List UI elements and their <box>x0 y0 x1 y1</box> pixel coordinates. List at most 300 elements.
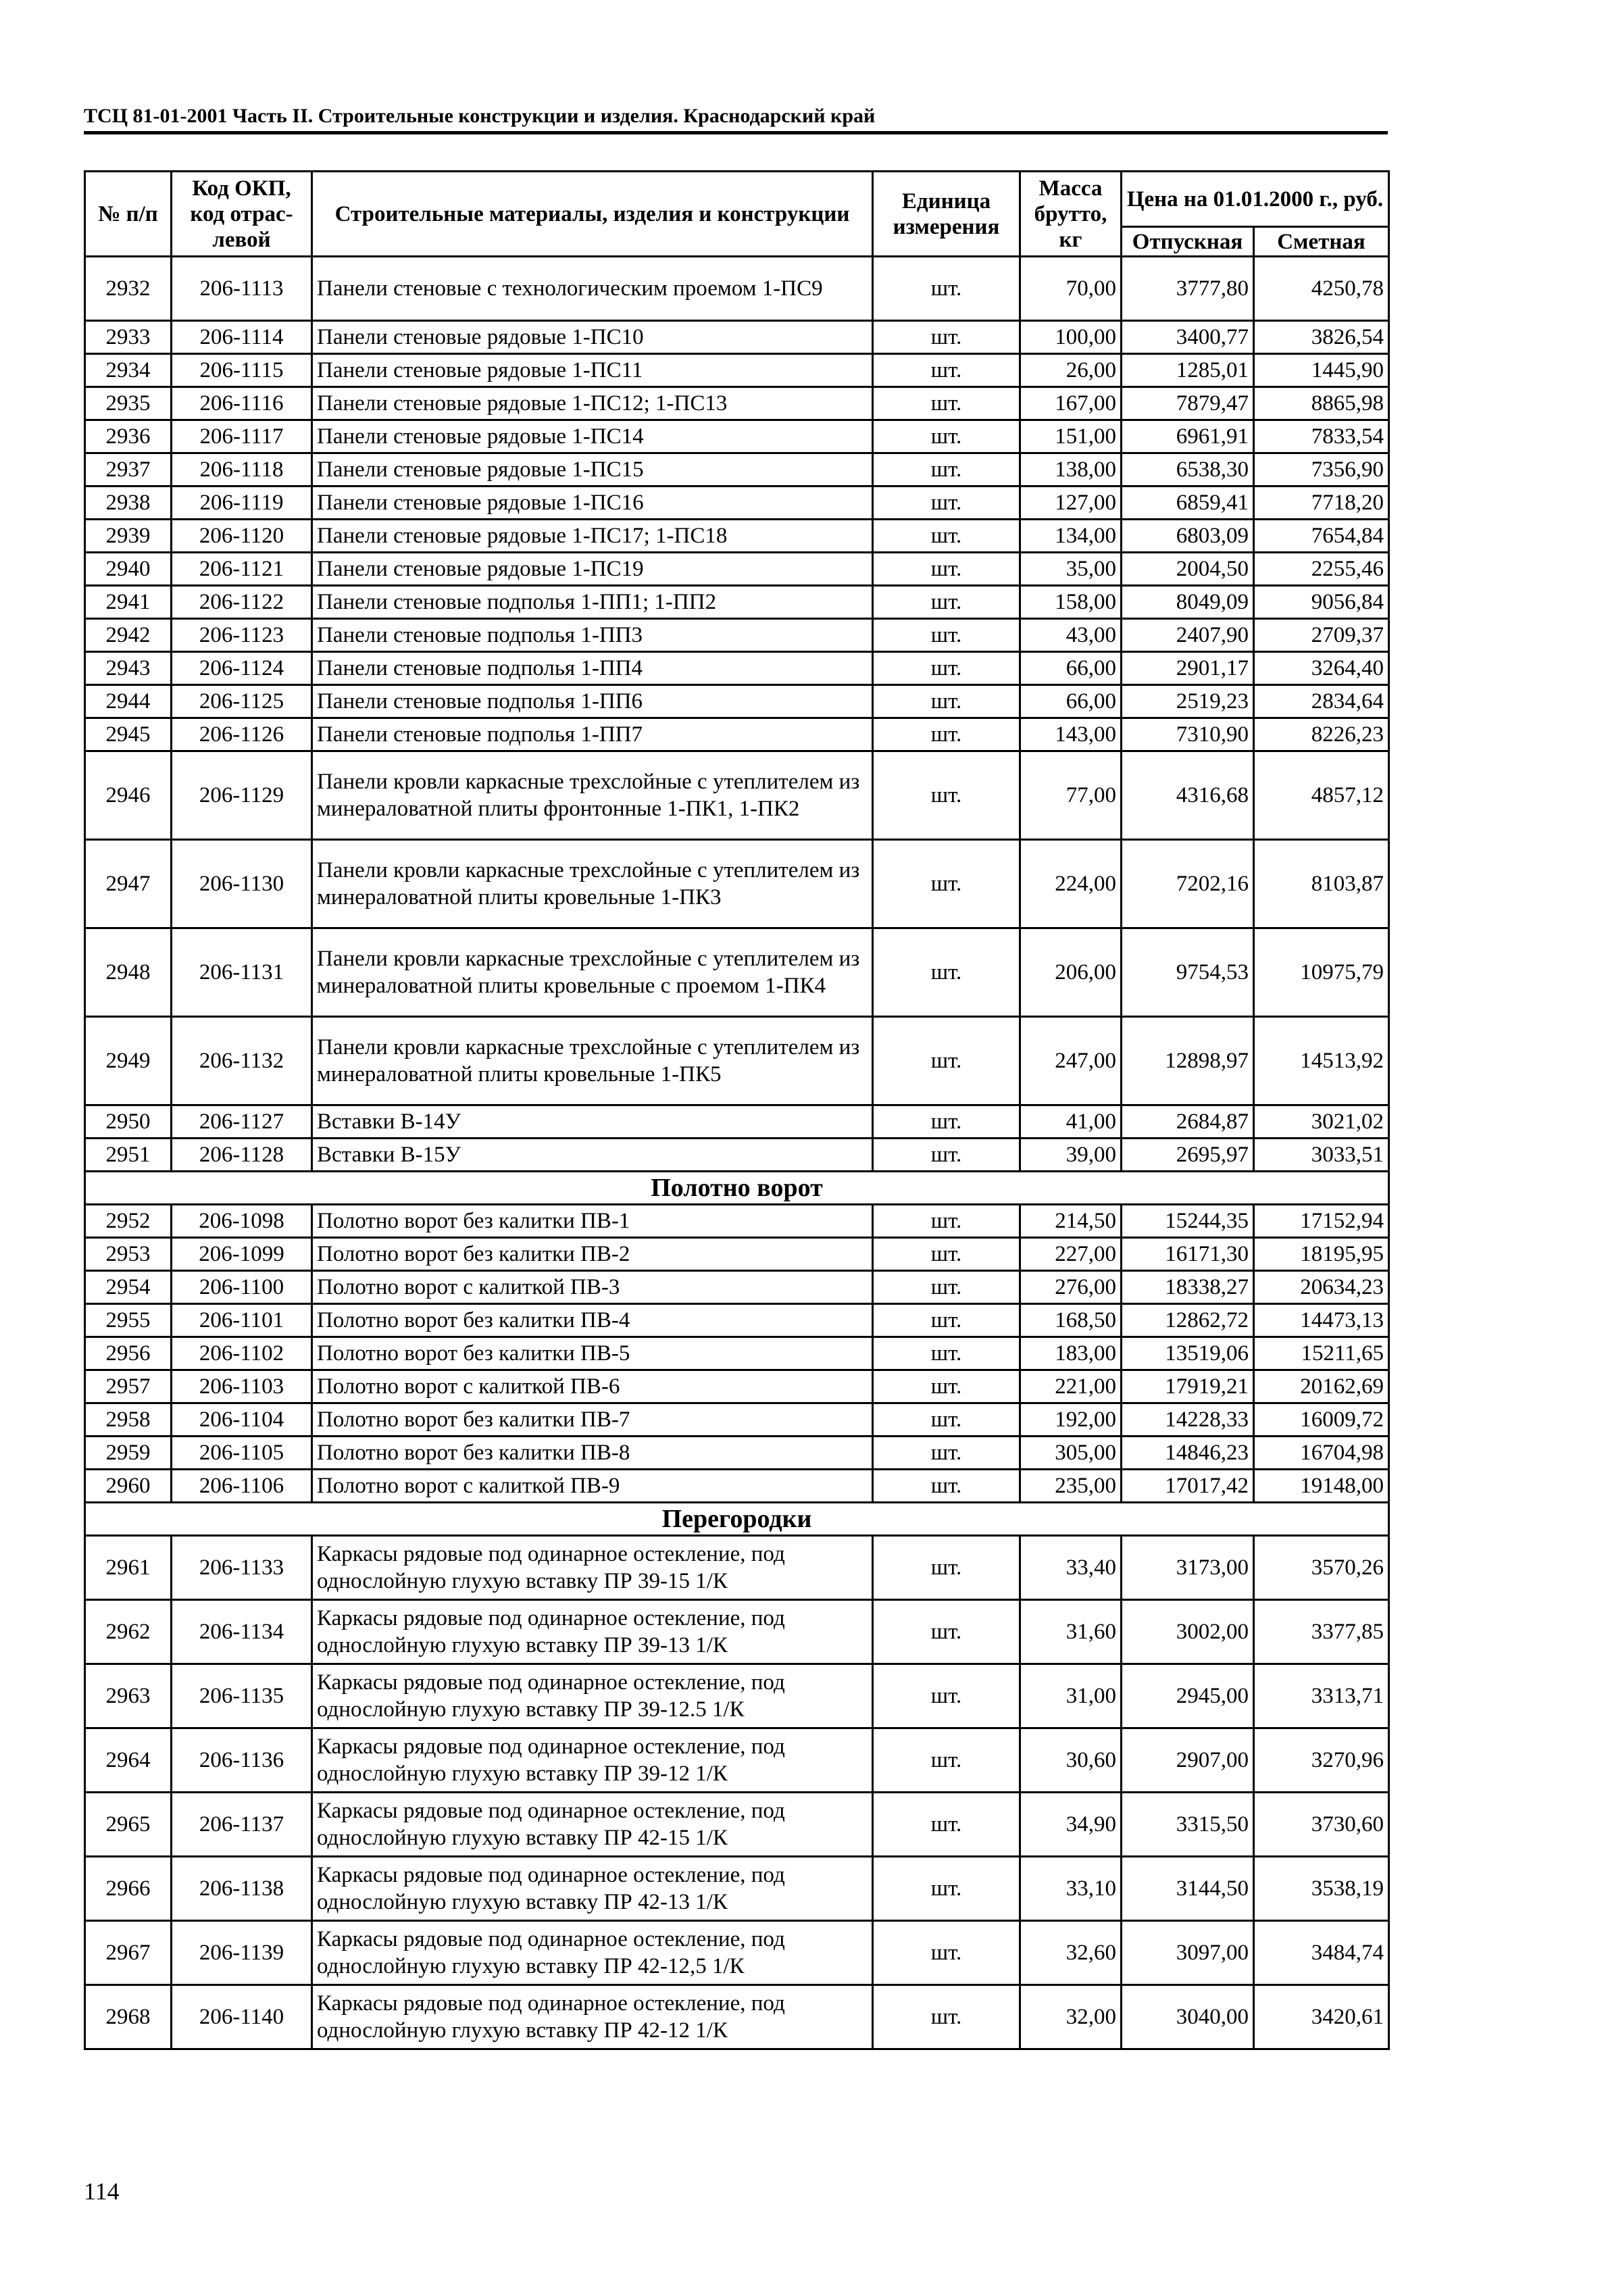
row-mass: 168,50 <box>1020 1304 1122 1337</box>
row-code: 206-1119 <box>172 486 312 520</box>
row-name: Панели стеновые рядовые 1-ПС11 <box>312 354 873 387</box>
table-row <box>85 553 1389 586</box>
row-release-price: 6538,30 <box>1122 453 1254 486</box>
row-mass: 41,00 <box>1020 1105 1122 1139</box>
row-mass: 134,00 <box>1020 520 1122 553</box>
row-unit: шт. <box>873 1139 1020 1172</box>
page-number: 114 <box>84 2178 120 2205</box>
row-estimate-price: 2709,37 <box>1254 619 1389 652</box>
row-release-price: 12862,72 <box>1122 1304 1254 1337</box>
row-estimate-price: 8226,23 <box>1254 718 1389 751</box>
table-row <box>85 1304 1389 1337</box>
table-row <box>85 1437 1389 1470</box>
table-row <box>85 685 1389 718</box>
row-number: 2945 <box>85 718 172 751</box>
row-name: Панели кровли каркасные трехслойные с утеплителем из минераловатной плиты кровельные с проемом 1-ПК4 <box>312 928 873 1017</box>
row-mass: 32,60 <box>1020 1921 1122 1985</box>
row-code: 206-1135 <box>172 1664 312 1728</box>
row-code: 206-1113 <box>172 257 312 321</box>
row-mass: 206,00 <box>1020 928 1122 1017</box>
row-name: Панели стеновые подполья 1-ПП7 <box>312 718 873 751</box>
table-row <box>85 1271 1389 1304</box>
row-estimate-price: 15211,65 <box>1254 1337 1389 1370</box>
table-row <box>85 387 1389 420</box>
row-number: 2968 <box>85 1985 172 2049</box>
section-header-partitions <box>85 1503 1389 1536</box>
row-estimate-price: 17152,94 <box>1254 1205 1389 1238</box>
row-release-price: 3777,80 <box>1122 257 1254 321</box>
row-estimate-price: 14473,13 <box>1254 1304 1389 1337</box>
row-unit: шт. <box>873 453 1020 486</box>
row-release-price: 7879,47 <box>1122 387 1254 420</box>
row-code: 206-1127 <box>172 1105 312 1139</box>
row-estimate-price: 3730,60 <box>1254 1793 1389 1857</box>
row-release-price: 3040,00 <box>1122 1985 1254 2049</box>
row-name: Панели стеновые рядовые 1-ПС19 <box>312 553 873 586</box>
row-name: Панели стеновые рядовые 1-ПС15 <box>312 453 873 486</box>
row-name: Каркасы рядовые под одинарное остекление, под однослойную глухую вставку ПР 39-13 1/К <box>312 1600 873 1664</box>
row-estimate-price: 10975,79 <box>1254 928 1389 1017</box>
row-mass: 151,00 <box>1020 420 1122 453</box>
row-release-price: 3097,00 <box>1122 1921 1254 1985</box>
row-code: 206-1140 <box>172 1985 312 2049</box>
row-release-price: 7202,16 <box>1122 840 1254 928</box>
row-estimate-price: 20634,23 <box>1254 1271 1389 1304</box>
section-title: Полотно ворот <box>85 1172 1389 1205</box>
row-release-price: 9754,53 <box>1122 928 1254 1017</box>
col-header-release: Отпускная <box>1122 227 1254 257</box>
row-estimate-price: 3570,26 <box>1254 1536 1389 1600</box>
table-row <box>85 718 1389 751</box>
row-code: 206-1114 <box>172 321 312 354</box>
row-mass: 167,00 <box>1020 387 1122 420</box>
row-estimate-price: 16009,72 <box>1254 1403 1389 1437</box>
row-name: Каркасы рядовые под одинарное остекление, под однослойную глухую вставку ПР 39-12 1/К <box>312 1728 873 1793</box>
table-row <box>85 1370 1389 1403</box>
row-release-price: 2684,87 <box>1122 1105 1254 1139</box>
table-row <box>85 928 1389 1017</box>
row-name: Панели стеновые рядовые 1-ПС16 <box>312 486 873 520</box>
table-row <box>85 1600 1389 1664</box>
row-release-price: 6803,09 <box>1122 520 1254 553</box>
row-number: 2936 <box>85 420 172 453</box>
section-header-gates <box>85 1172 1389 1205</box>
row-number: 2957 <box>85 1370 172 1403</box>
row-name: Полотно ворот без калитки ПВ-1 <box>312 1205 873 1238</box>
table-header <box>85 172 1389 257</box>
row-number: 2947 <box>85 840 172 928</box>
row-name: Вставки В-15У <box>312 1139 873 1172</box>
table-body <box>85 257 1389 2049</box>
row-number: 2942 <box>85 619 172 652</box>
row-name: Каркасы рядовые под одинарное остекление, под однослойную глухую вставку ПР 39-12.5 1/К <box>312 1664 873 1728</box>
row-name: Панели стеновые подполья 1-ПП3 <box>312 619 873 652</box>
row-number: 2941 <box>85 586 172 619</box>
row-unit: шт. <box>873 1017 1020 1105</box>
row-mass: 43,00 <box>1020 619 1122 652</box>
row-mass: 77,00 <box>1020 751 1122 840</box>
row-release-price: 14228,33 <box>1122 1403 1254 1437</box>
table-row <box>85 1205 1389 1238</box>
table-row <box>85 1664 1389 1728</box>
row-estimate-price: 3264,40 <box>1254 652 1389 685</box>
table-row <box>85 520 1389 553</box>
row-code: 206-1100 <box>172 1271 312 1304</box>
row-mass: 235,00 <box>1020 1470 1122 1503</box>
row-number: 2937 <box>85 453 172 486</box>
row-code: 206-1133 <box>172 1536 312 1600</box>
row-code: 206-1136 <box>172 1728 312 1793</box>
row-name: Панели кровли каркасные трехслойные с утеплителем из минераловатной плиты кровельные 1-ПК3 <box>312 840 873 928</box>
row-unit: шт. <box>873 1370 1020 1403</box>
row-mass: 276,00 <box>1020 1271 1122 1304</box>
price-table <box>84 170 1390 2050</box>
row-unit: шт. <box>873 257 1020 321</box>
row-name: Полотно ворот без калитки ПВ-7 <box>312 1403 873 1437</box>
row-estimate-price: 14513,92 <box>1254 1017 1389 1105</box>
col-header-num: № п/п <box>85 172 172 257</box>
table-row <box>85 1921 1389 1985</box>
row-unit: шт. <box>873 652 1020 685</box>
row-mass: 31,00 <box>1020 1664 1122 1728</box>
row-name: Каркасы рядовые под одинарное остекление, под однослойную глухую вставку ПР 39-15 1/К <box>312 1536 873 1600</box>
row-number: 2962 <box>85 1600 172 1664</box>
table-row <box>85 1337 1389 1370</box>
row-number: 2967 <box>85 1921 172 1985</box>
row-mass: 33,10 <box>1020 1857 1122 1921</box>
row-name: Вставки В-14У <box>312 1105 873 1139</box>
row-number: 2966 <box>85 1857 172 1921</box>
row-unit: шт. <box>873 387 1020 420</box>
row-mass: 70,00 <box>1020 257 1122 321</box>
row-name: Панели стеновые с технологическим проемом 1-ПС9 <box>312 257 873 321</box>
table-row <box>85 1793 1389 1857</box>
row-unit: шт. <box>873 1105 1020 1139</box>
table-row <box>85 1017 1389 1105</box>
row-name: Полотно ворот с калиткой ПВ-9 <box>312 1470 873 1503</box>
row-code: 206-1134 <box>172 1600 312 1664</box>
row-code: 206-1098 <box>172 1205 312 1238</box>
row-name: Панели стеновые рядовые 1-ПС17; 1-ПС18 <box>312 520 873 553</box>
row-mass: 66,00 <box>1020 652 1122 685</box>
row-code: 206-1120 <box>172 520 312 553</box>
row-number: 2951 <box>85 1139 172 1172</box>
row-mass: 138,00 <box>1020 453 1122 486</box>
row-code: 206-1099 <box>172 1238 312 1271</box>
row-name: Панели кровли каркасные трехслойные с утеплителем из минераловатной плиты кровельные 1-ПК5 <box>312 1017 873 1105</box>
row-mass: 39,00 <box>1020 1139 1122 1172</box>
row-release-price: 3173,00 <box>1122 1536 1254 1600</box>
row-estimate-price: 18195,95 <box>1254 1238 1389 1271</box>
row-estimate-price: 4857,12 <box>1254 751 1389 840</box>
row-code: 206-1124 <box>172 652 312 685</box>
row-unit: шт. <box>873 751 1020 840</box>
row-number: 2960 <box>85 1470 172 1503</box>
row-release-price: 2004,50 <box>1122 553 1254 586</box>
table-row <box>85 1536 1389 1600</box>
row-mass: 127,00 <box>1020 486 1122 520</box>
row-unit: шт. <box>873 1271 1020 1304</box>
row-mass: 32,00 <box>1020 1985 1122 2049</box>
row-mass: 33,40 <box>1020 1536 1122 1600</box>
row-code: 206-1117 <box>172 420 312 453</box>
row-unit: шт. <box>873 1205 1020 1238</box>
row-unit: шт. <box>873 520 1020 553</box>
row-mass: 66,00 <box>1020 685 1122 718</box>
row-number: 2952 <box>85 1205 172 1238</box>
row-release-price: 14846,23 <box>1122 1437 1254 1470</box>
row-code: 206-1123 <box>172 619 312 652</box>
row-name: Панели стеновые рядовые 1-ПС12; 1-ПС13 <box>312 387 873 420</box>
row-estimate-price: 1445,90 <box>1254 354 1389 387</box>
row-estimate-price: 9056,84 <box>1254 586 1389 619</box>
row-release-price: 17919,21 <box>1122 1370 1254 1403</box>
row-unit: шт. <box>873 1664 1020 1728</box>
table-row <box>85 840 1389 928</box>
row-mass: 34,90 <box>1020 1793 1122 1857</box>
row-code: 206-1131 <box>172 928 312 1017</box>
table-row <box>85 1139 1389 1172</box>
row-estimate-price: 3826,54 <box>1254 321 1389 354</box>
table-row <box>85 354 1389 387</box>
row-code: 206-1102 <box>172 1337 312 1370</box>
row-number: 2935 <box>85 387 172 420</box>
row-name: Панели стеновые подполья 1-ПП6 <box>312 685 873 718</box>
row-code: 206-1104 <box>172 1403 312 1437</box>
row-number: 2939 <box>85 520 172 553</box>
row-unit: шт. <box>873 1600 1020 1664</box>
row-unit: шт. <box>873 1921 1020 1985</box>
table-row <box>85 1238 1389 1271</box>
row-number: 2938 <box>85 486 172 520</box>
row-number: 2949 <box>85 1017 172 1105</box>
row-number: 2943 <box>85 652 172 685</box>
row-estimate-price: 7718,20 <box>1254 486 1389 520</box>
row-number: 2963 <box>85 1664 172 1728</box>
row-name: Панели стеновые подполья 1-ПП1; 1-ПП2 <box>312 586 873 619</box>
row-release-price: 2407,90 <box>1122 619 1254 652</box>
section-title: Перегородки <box>85 1503 1389 1536</box>
row-estimate-price: 7654,84 <box>1254 520 1389 553</box>
col-header-code: Код ОКП, код отрас-левой <box>172 172 312 257</box>
row-code: 206-1130 <box>172 840 312 928</box>
row-mass: 227,00 <box>1020 1238 1122 1271</box>
col-header-estimate: Сметная <box>1254 227 1389 257</box>
row-number: 2944 <box>85 685 172 718</box>
row-number: 2955 <box>85 1304 172 1337</box>
table-row <box>85 1857 1389 1921</box>
row-number: 2961 <box>85 1536 172 1600</box>
row-unit: шт. <box>873 553 1020 586</box>
row-mass: 31,60 <box>1020 1600 1122 1664</box>
row-estimate-price: 7356,90 <box>1254 453 1389 486</box>
row-code: 206-1121 <box>172 553 312 586</box>
row-mass: 26,00 <box>1020 354 1122 387</box>
row-name: Полотно ворот без калитки ПВ-4 <box>312 1304 873 1337</box>
col-header-unit: Единица измерения <box>873 172 1020 257</box>
row-unit: шт. <box>873 1536 1020 1600</box>
row-unit: шт. <box>873 1304 1020 1337</box>
row-code: 206-1137 <box>172 1793 312 1857</box>
row-code: 206-1122 <box>172 586 312 619</box>
table-row <box>85 420 1389 453</box>
row-number: 2956 <box>85 1337 172 1370</box>
row-code: 206-1138 <box>172 1857 312 1921</box>
row-name: Полотно ворот без калитки ПВ-2 <box>312 1238 873 1271</box>
row-release-price: 12898,97 <box>1122 1017 1254 1105</box>
row-name: Панели стеновые подполья 1-ПП4 <box>312 652 873 685</box>
table-row <box>85 453 1389 486</box>
row-mass: 30,60 <box>1020 1728 1122 1793</box>
table-row <box>85 1728 1389 1793</box>
table-row <box>85 1985 1389 2049</box>
row-release-price: 6859,41 <box>1122 486 1254 520</box>
row-number: 2946 <box>85 751 172 840</box>
row-number: 2953 <box>85 1238 172 1271</box>
row-code: 206-1103 <box>172 1370 312 1403</box>
row-estimate-price: 3313,71 <box>1254 1664 1389 1728</box>
row-unit: шт. <box>873 1985 1020 2049</box>
row-mass: 214,50 <box>1020 1205 1122 1238</box>
row-unit: шт. <box>873 1470 1020 1503</box>
row-name: Каркасы рядовые под одинарное остекление, под однослойную глухую вставку ПР 42-15 1/К <box>312 1793 873 1857</box>
table-row <box>85 1470 1389 1503</box>
row-name: Полотно ворот без калитки ПВ-8 <box>312 1437 873 1470</box>
row-release-price: 15244,35 <box>1122 1205 1254 1238</box>
row-name: Полотно ворот без калитки ПВ-5 <box>312 1337 873 1370</box>
table-row <box>85 486 1389 520</box>
row-name: Панели кровли каркасные трехслойные с утеплителем из минераловатной плиты фронтонные 1-ПК1, 1-ПК2 <box>312 751 873 840</box>
row-mass: 35,00 <box>1020 553 1122 586</box>
row-mass: 158,00 <box>1020 586 1122 619</box>
page-header: ТСЦ 81-01-2001 Часть II. Строительные конструкции и изделия. Краснодарский край <box>84 101 1388 134</box>
row-unit: шт. <box>873 354 1020 387</box>
row-mass: 143,00 <box>1020 718 1122 751</box>
row-release-price: 16171,30 <box>1122 1238 1254 1271</box>
row-estimate-price: 19148,00 <box>1254 1470 1389 1503</box>
row-unit: шт. <box>873 1793 1020 1857</box>
row-number: 2954 <box>85 1271 172 1304</box>
col-header-mass: Масса брутто, кг <box>1020 172 1122 257</box>
row-unit: шт. <box>873 619 1020 652</box>
row-estimate-price: 4250,78 <box>1254 257 1389 321</box>
row-estimate-price: 16704,98 <box>1254 1437 1389 1470</box>
row-unit: шт. <box>873 586 1020 619</box>
row-number: 2958 <box>85 1403 172 1437</box>
row-release-price: 2695,97 <box>1122 1139 1254 1172</box>
row-mass: 224,00 <box>1020 840 1122 928</box>
row-release-price: 2907,00 <box>1122 1728 1254 1793</box>
row-release-price: 4316,68 <box>1122 751 1254 840</box>
row-estimate-price: 2834,64 <box>1254 685 1389 718</box>
row-unit: шт. <box>873 1238 1020 1271</box>
row-estimate-price: 8103,87 <box>1254 840 1389 928</box>
row-code: 206-1118 <box>172 453 312 486</box>
row-release-price: 7310,90 <box>1122 718 1254 751</box>
table-row <box>85 257 1389 321</box>
row-unit: шт. <box>873 1857 1020 1921</box>
row-release-price: 2901,17 <box>1122 652 1254 685</box>
row-release-price: 3400,77 <box>1122 321 1254 354</box>
row-release-price: 17017,42 <box>1122 1470 1254 1503</box>
row-code: 206-1139 <box>172 1921 312 1985</box>
row-mass: 192,00 <box>1020 1403 1122 1437</box>
row-name: Каркасы рядовые под одинарное остекление, под однослойную глухую вставку ПР 42-12 1/К <box>312 1985 873 2049</box>
row-mass: 305,00 <box>1020 1437 1122 1470</box>
row-code: 206-1101 <box>172 1304 312 1337</box>
table-row <box>85 1403 1389 1437</box>
row-code: 206-1126 <box>172 718 312 751</box>
table-row <box>85 652 1389 685</box>
row-unit: шт. <box>873 928 1020 1017</box>
row-unit: шт. <box>873 420 1020 453</box>
row-estimate-price: 20162,69 <box>1254 1370 1389 1403</box>
row-estimate-price: 3420,61 <box>1254 1985 1389 2049</box>
row-estimate-price: 8865,98 <box>1254 387 1389 420</box>
row-code: 206-1132 <box>172 1017 312 1105</box>
row-release-price: 13519,06 <box>1122 1337 1254 1370</box>
row-name: Панели стеновые рядовые 1-ПС10 <box>312 321 873 354</box>
row-estimate-price: 3377,85 <box>1254 1600 1389 1664</box>
row-number: 2950 <box>85 1105 172 1139</box>
row-code: 206-1128 <box>172 1139 312 1172</box>
row-release-price: 3002,00 <box>1122 1600 1254 1664</box>
row-release-price: 2945,00 <box>1122 1664 1254 1728</box>
row-estimate-price: 3021,02 <box>1254 1105 1389 1139</box>
row-number: 2934 <box>85 354 172 387</box>
table-row <box>85 1105 1389 1139</box>
table-row <box>85 586 1389 619</box>
row-code: 206-1129 <box>172 751 312 840</box>
row-name: Полотно ворот с калиткой ПВ-3 <box>312 1271 873 1304</box>
row-mass: 100,00 <box>1020 321 1122 354</box>
row-code: 206-1105 <box>172 1437 312 1470</box>
row-number: 2948 <box>85 928 172 1017</box>
row-release-price: 8049,09 <box>1122 586 1254 619</box>
row-estimate-price: 7833,54 <box>1254 420 1389 453</box>
row-release-price: 3144,50 <box>1122 1857 1254 1921</box>
row-name: Панели стеновые рядовые 1-ПС14 <box>312 420 873 453</box>
row-code: 206-1125 <box>172 685 312 718</box>
row-number: 2959 <box>85 1437 172 1470</box>
row-code: 206-1115 <box>172 354 312 387</box>
table-row <box>85 751 1389 840</box>
row-release-price: 2519,23 <box>1122 685 1254 718</box>
row-code: 206-1106 <box>172 1470 312 1503</box>
table-row <box>85 321 1389 354</box>
row-estimate-price: 3033,51 <box>1254 1139 1389 1172</box>
row-unit: шт. <box>873 321 1020 354</box>
row-unit: шт. <box>873 685 1020 718</box>
row-name: Каркасы рядовые под одинарное остекление, под однослойную глухую вставку ПР 42-12,5 1/К <box>312 1921 873 1985</box>
row-mass: 221,00 <box>1020 1370 1122 1403</box>
row-unit: шт. <box>873 718 1020 751</box>
row-unit: шт. <box>873 1437 1020 1470</box>
row-code: 206-1116 <box>172 387 312 420</box>
row-release-price: 3315,50 <box>1122 1793 1254 1857</box>
row-unit: шт. <box>873 1403 1020 1437</box>
col-header-name: Строительные материалы, изделия и конструкции <box>312 172 873 257</box>
row-number: 2965 <box>85 1793 172 1857</box>
row-unit: шт. <box>873 840 1020 928</box>
row-unit: шт. <box>873 486 1020 520</box>
row-release-price: 6961,91 <box>1122 420 1254 453</box>
row-estimate-price: 2255,46 <box>1254 553 1389 586</box>
row-estimate-price: 3538,19 <box>1254 1857 1389 1921</box>
row-unit: шт. <box>873 1728 1020 1793</box>
col-header-price: Цена на 01.01.2000 г., руб. <box>1122 172 1389 227</box>
row-release-price: 1285,01 <box>1122 354 1254 387</box>
